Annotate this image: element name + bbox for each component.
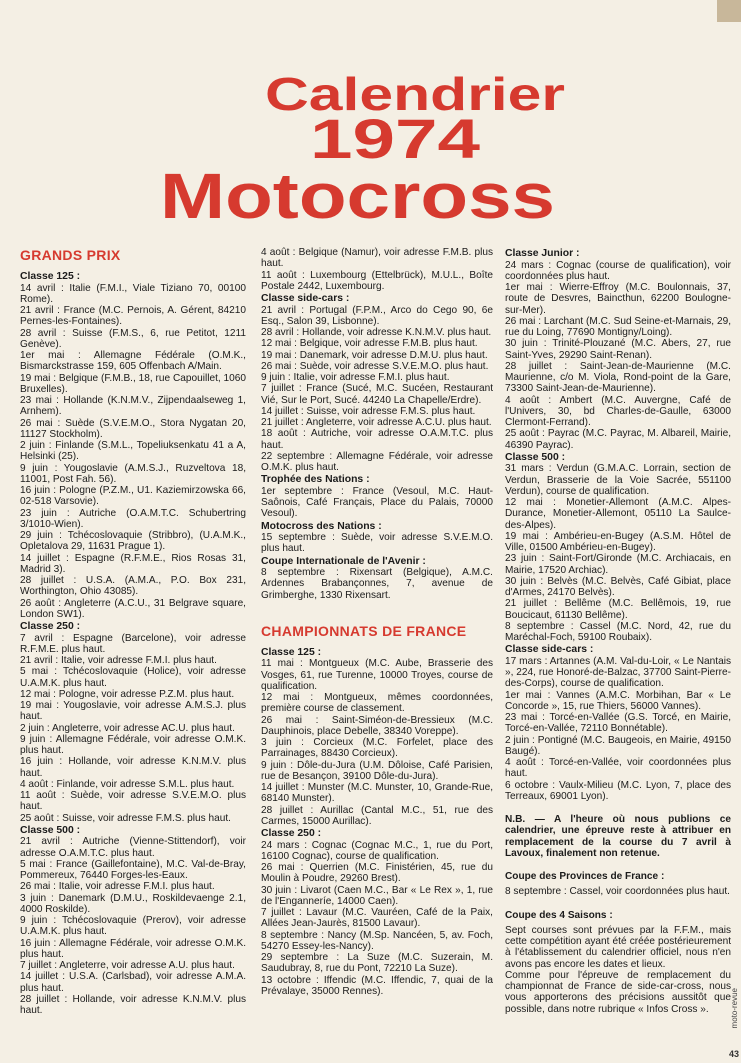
cf-entry: 3 juin : Corcieux (M.C. Forfelet, place des Parrainages, 88430 Corcieux). bbox=[261, 737, 493, 760]
cf-entry: 6 octobre : Vaulx-Milieu (M.C. Lyon, 7, place des Terreaux, 69001 Lyon). bbox=[505, 779, 731, 802]
cf-entry: 30 juin : Trinité-Plouzané (M.C. Abers, 27, rue Saint-Yves, 29290 Saint-Renan). bbox=[505, 338, 731, 361]
gp-entry: 15 septembre : Suède, voir adresse S.V.E.M.O. plus haut. bbox=[261, 532, 493, 555]
column-3 bbox=[505, 247, 731, 1015]
gp-class-heading: Classe 125 : bbox=[20, 271, 81, 282]
gp-entry: 21 avril : Autriche (Vienne-Stittendorf), voir adresse O.A.M.T.C. plus haut. bbox=[20, 836, 246, 859]
championnats-list-part2 bbox=[505, 248, 731, 802]
cf-entry: 12 mai : Montgueux, mêmes coordonnées, première course de classement. bbox=[261, 692, 493, 715]
coupe-saisons-heading: Coupe des 4 Saisons : bbox=[505, 909, 613, 921]
grands-prix-heading: GRANDS PRIX bbox=[20, 247, 121, 263]
gp-entry: 11 août : Luxembourg (Ettelbrück), M.U.L., Boîte Postale 2442, Luxembourg. bbox=[261, 269, 493, 292]
grands-prix-list-part2 bbox=[261, 247, 493, 601]
gp-entry: 26 août : Angleterre (A.C.U., 31 Belgrave square, London SW1). bbox=[20, 597, 246, 620]
gp-entry: 9 juin : Italie, voir adresse F.M.I. plus haut. bbox=[261, 372, 450, 383]
cf-entry: 7 juillet : Lavaur (M.C. Vauréen, Café de la Paix, Allées Jean-Jaurès, 81500 Lavaur). bbox=[261, 907, 493, 930]
cf-entry: 14 juillet : Munster (M.C. Munster, 10, Grande-Rue, 68140 Munster). bbox=[261, 782, 493, 805]
cf-entry: 4 août : Torcé-en-Vallée, voir coordonnées plus haut. bbox=[505, 757, 731, 780]
gp-entry: 23 mai : Hollande (K.N.M.V., Zijpendaalseweg 1, Arnhem). bbox=[20, 395, 246, 418]
corner-tab bbox=[717, 0, 741, 22]
gp-class-heading: Coupe Internationale de l'Avenir : bbox=[261, 555, 426, 567]
gp-entry: 7 juillet : France (Sucé, M.C. Sucéen, Restaurant Vié, Sur le Port, Sucé. 44240 La Chapelle/Erdre). bbox=[261, 383, 493, 406]
magazine-name: moto-revue bbox=[730, 988, 739, 1029]
cf-entry: 24 mars : Cognac (Cognac M.C., 1, rue du Port, 16100 Cognac), course de qualification. bbox=[261, 839, 493, 862]
cf-entry: 17 mars : Artannes (A.M. Val-du-Loir, « Le Nantais », 224, rue Honoré-de-Balzac, 37700 Saint-Pierre-des-Corps), course de qualification. bbox=[505, 655, 731, 690]
title-graphic bbox=[150, 70, 570, 235]
gp-class-heading: Classe side-cars : bbox=[261, 293, 350, 304]
gp-entry: 3 juin : Danemark (D.M.U., Roskildevaenge 2.1, 4000 Roskilde). bbox=[20, 892, 246, 915]
gp-class-heading: Motocross des Nations : bbox=[261, 520, 382, 532]
column-2 bbox=[261, 247, 493, 997]
gp-entry: 14 juillet : Espagne (R.F.M.E., Rios Rosas 31, Madrid 3). bbox=[20, 552, 246, 575]
gp-entry: 12 mai : Belgique, voir adresse F.M.B. plus haut. bbox=[261, 338, 478, 350]
gp-entry: 26 mai : Suède, voir adresse S.V.E.M.O. plus haut. bbox=[261, 360, 489, 372]
gp-entry: 12 mai : Pologne, voir adresse P.Z.M. plus haut. bbox=[20, 688, 235, 700]
cf-entry: 2 juin : Pontigné (M.C. Baugeois, en Mairie, 49150 Baugé). bbox=[505, 734, 731, 757]
gp-entry: 14 juillet : Suisse, voir adresse F.M.S. plus haut. bbox=[261, 405, 476, 417]
gp-entry: 5 mai : Tchécoslovaquie (Holice), voir adresse U.A.M.K. plus haut. bbox=[20, 666, 246, 689]
gp-entry: 22 septembre : Allemagne Fédérale, voir adresse O.M.K. plus haut. bbox=[261, 450, 493, 473]
coupe-saisons-text-2: Comme pour l'épreuve de remplacement du championnat de France de side-car-cross, nous vous apporterons des précisions aussitôt que possible, dans notre rubrique « Infos Cross ». bbox=[505, 969, 731, 1015]
cf-entry: 26 mai : Querrien (M.C. Finistérien, 45, rue du Moulin à Poudre, 29260 Brest). bbox=[261, 862, 493, 885]
title-line-motocross: Motocross bbox=[160, 160, 555, 232]
gp-entry: 21 avril : Italie, voir adresse F.M.I. plus haut. bbox=[20, 655, 217, 666]
gp-entry: 1er mai : Allemagne Fédérale (O.M.K., Bismarckstrasse 159, 605 Offenbach A/Main. bbox=[20, 350, 246, 373]
coupe-provinces-heading: Coupe des Provinces de France : bbox=[505, 871, 665, 882]
gp-entry: 18 août : Autriche, voir adresse O.A.M.T.C. plus haut. bbox=[261, 428, 493, 451]
gp-entry: 21 juillet : Angleterre, voir adresse A.C.U. plus haut. bbox=[261, 417, 492, 428]
cf-entry: 4 août : Ambert (M.C. Auvergne, Café de l'Univers, 30, bd Charles-de-Gaulle, 63000 Clermont-Ferrand). bbox=[505, 394, 731, 428]
gp-class-heading: Trophée des Nations : bbox=[261, 474, 370, 486]
cf-entry: 28 juillet : Saint-Jean-de-Maurienne (M.C. Maurienne, c/o M. Viola, Rond-point de la Gare, 73300 Saint-Jean-de-Maurienne). bbox=[505, 360, 731, 395]
nb-note: N.B. — A l'heure où nous publions ce calendrier, une épreuve reste à attribuer en remplacement de la course du 7 avril à Lavoux, finalement non retenue. bbox=[505, 814, 731, 859]
championnats-list-part1 bbox=[261, 647, 493, 997]
gp-entry: 29 juin : Tchécoslovaquie (Stribbro), (U.A.M.K., Opletalova 29, 11631 Prague 1). bbox=[20, 530, 246, 553]
gp-entry: 14 juillet : U.S.A. (Carlsbad), voir adresse A.M.A. plus haut. bbox=[20, 971, 246, 994]
gp-entry: 1er septembre : France (Vesoul, M.C. Haut-Saônois, Café Français, Place du Palais, 70000 Vesoul). bbox=[261, 485, 493, 520]
cf-entry: 11 mai : Montgueux (M.C. Aube, Brasserie des Vosges, 61, rue Turenne, 10000 Troyes, course de qualification. bbox=[261, 658, 493, 692]
cf-entry: 29 septembre : La Suze (M.C. Suzerain, M. Saudubray, 8, rue du Pont, 72210 La Suze). bbox=[261, 952, 493, 975]
gp-entry: 26 mai : Suède (S.V.E.M.O., Stora Nygatan 20, 11127 Stockholm). bbox=[20, 417, 246, 440]
gp-entry: 14 avril : Italie (F.M.I., Viale Tiziano 70, 00100 Rome). bbox=[20, 282, 246, 305]
page-number: 43 bbox=[728, 1049, 739, 1059]
cf-class-heading: Classe Junior : bbox=[505, 248, 580, 259]
grands-prix-list-part1 bbox=[20, 271, 246, 1016]
gp-entry: 11 août : Suède, voir adresse S.V.E.M.O. plus haut. bbox=[20, 790, 246, 813]
gp-entry: 7 juillet : Angleterre, voir adresse A.U. plus haut. bbox=[20, 960, 235, 971]
cf-entry: 23 juin : Saint-Fort/Gironde (M.C. Archiacais, en Mairie, 17520 Archiac). bbox=[505, 553, 731, 576]
cf-class-heading: Classe 500 : bbox=[505, 451, 566, 463]
gp-entry: 9 juin : Yougoslavie (A.M.S.J., Ruzveltova 18, 11001, Post Fah. 56). bbox=[20, 462, 246, 485]
gp-entry: 2 juin : Finlande (S.M.L., Topeliuksenkatu 41 a A, Helsinki (25). bbox=[20, 440, 246, 463]
gp-entry: 5 mai : France (Gaillefontaine), M.C. Val-de-Bray, Pommereux, 76440 Forges-les-Eaux. bbox=[20, 858, 246, 881]
cf-entry: 12 mai : Monetier-Allemont (A.M.C. Alpes-Durance, Monetier-Allemont, 05110 La Saulce-des-Alpes). bbox=[505, 497, 731, 531]
gp-class-heading: Classe 250 : bbox=[20, 621, 81, 632]
gp-entry: 25 août : Suisse, voir adresse F.M.S. plus haut. bbox=[20, 812, 231, 824]
calendar-title bbox=[150, 70, 570, 235]
gp-entry: 28 avril : Suisse (F.M.S., 6, rue Petitot, 1211 Genève). bbox=[20, 327, 246, 350]
cf-entry: 8 septembre : Cassel (M.C. Nord, 42, rue du Maréchal-Foch, 59100 Roubaix). bbox=[505, 620, 731, 643]
gp-entry: 19 mai : Danemark, voir adresse D.M.U. plus haut. bbox=[261, 349, 488, 361]
cf-class-heading: Classe 250 : bbox=[261, 828, 322, 839]
gp-entry: 7 avril : Espagne (Barcelone), voir adresse R.F.M.E. plus haut. bbox=[20, 632, 246, 655]
gp-entry: 28 juillet : Hollande, voir adresse K.N.M.V. plus haut. bbox=[20, 993, 246, 1016]
championnats-heading: CHAMPIONNATS DE FRANCE bbox=[261, 622, 467, 639]
gp-class-heading: Classe 500 : bbox=[20, 824, 81, 836]
cf-entry: 8 septembre : Nancy (M.Sp. Nancéen, 5, av. Foch, 54270 Essey-les-Nancy). bbox=[261, 929, 493, 952]
cf-entry: 26 mai : Saint-Siméon-de-Bressieux (M.C. Dauphinois, place Debelle, 38340 Voreppe). bbox=[261, 714, 493, 737]
cf-entry: 31 mars : Verdun (G.M.A.C. Lorrain, section de Verdun, Brasserie de la Voie Sacrée, 551100 Verdun), course de qualification. bbox=[505, 463, 731, 497]
gp-entry: 16 juin : Hollande, voir adresse K.N.M.V. plus haut. bbox=[20, 756, 246, 779]
cf-entry: 26 mai : Larchant (M.C. Sud Seine-et-Marnais, 29, rue du Loing, 77690 Montigny/Loing). bbox=[505, 315, 731, 338]
gp-entry: 28 avril : Hollande, voir adresse K.N.M.V. plus haut. bbox=[261, 327, 492, 338]
cf-entry: 23 mai : Torcé-en-Vallée (G.S. Torcé, en Mairie, Torcé-en-Vallée, 72110 Bonnétable). bbox=[505, 712, 731, 735]
cf-class-heading: Classe side-cars : bbox=[505, 644, 594, 656]
gp-entry: 19 mai : Belgique (F.M.B., 18, rue Capouillet, 1060 Bruxelles). bbox=[20, 372, 246, 395]
cf-entry: 28 juillet : Aurillac (Cantal M.C., 51, rue des Carmes, 15000 Aurillac). bbox=[261, 804, 493, 827]
gp-entry: 2 juin : Angleterre, voir adresse AC.U. plus haut. bbox=[20, 722, 235, 734]
title-line-calendrier: Calendrier bbox=[265, 70, 566, 120]
gp-entry: 19 mai : Yougoslavie, voir adresse A.M.S.J. plus haut. bbox=[20, 700, 246, 723]
cf-entry: 25 août : Payrac (M.C. Payrac, M. Albareil, Mairie, 46390 Payrac). bbox=[505, 428, 731, 451]
gp-entry: 23 juin : Autriche (O.A.M.T.C. Schubertring 3/1010-Wien). bbox=[20, 507, 246, 530]
cf-entry: 13 octobre : Iffendic (M.C. Iffendic, 7, quai de la Prévalaye, 35000 Rennes). bbox=[261, 974, 493, 997]
cf-entry: 1er mai : Wierre-Effroy (M.C. Boulonnais, 37, route de Desvres, Baincthun, 62200 Boulogne-sur-Mer). bbox=[505, 282, 731, 316]
column-1 bbox=[20, 247, 246, 1016]
title-line-year: 1974 bbox=[310, 107, 480, 170]
cf-entry: 30 juin : Livarot (Caen M.C., Bar « Le Rex », 1, rue de l'Enganneríe, 14000 Caen). bbox=[261, 884, 493, 907]
cf-entry: 30 juin : Belvès (M.C. Belvès, Café Gibiat, place d'Armes, 24170 Belvès). bbox=[505, 575, 731, 598]
cf-entry: 9 juin : Dôle-du-Jura (U.M. Dôloise, Café Parisien, rue de Besançon, 39100 Dôle-du-Jura). bbox=[261, 759, 493, 782]
cf-entry: 21 juillet : Bellême (M.C. Bellêmois, 19, rue Boucicaut, 61130 Bellême). bbox=[505, 598, 731, 621]
gp-entry: 16 juin : Allemagne Fédérale, voir adresse O.M.K. plus haut. bbox=[20, 937, 246, 960]
coupe-saisons-text-1: Sept courses sont prévues par la F.F.M., mais cette compétition ayant été créée postérieurement à l'établissement du calendrier officiel, nous n'en avons pas encore les dates et lieux. bbox=[505, 924, 731, 970]
gp-entry: 9 juin : Tchécoslovaquie (Prerov), voir adresse U.A.M.K. plus haut. bbox=[20, 915, 246, 938]
gp-entry: 8 septembre : Rixensart (Belgique), A.M.C. Ardennes Brabançonnes, 7, avenue de Grimberghe, 1330 Rixensart. bbox=[261, 567, 493, 601]
gp-entry: 9 juin : Allemagne Fédérale, voir adresse O.M.K. plus haut. bbox=[20, 733, 246, 756]
gp-entry: 28 juillet : U.S.A. (A.M.A., P.O. Box 231, Worthington, Ohio 43085). bbox=[20, 575, 246, 598]
gp-entry: 4 août : Finlande, voir adresse S.M.L. plus haut. bbox=[20, 778, 235, 790]
cf-entry: 1er mai : Vannes (A.M.C. Morbihan, Bar « Le Concorde », 15, rue Thiers, 56000 Vannes). bbox=[505, 689, 731, 712]
gp-entry: 21 avril : France (M.C. Pernois, A. Gérent, 84210 Pernes-les-Fontaines). bbox=[20, 305, 246, 328]
cf-entry: 19 mai : Ambérieu-en-Bugey (A.S.M. Hôtel de Ville, 01500 Ambérieu-en-Bugey). bbox=[505, 530, 731, 553]
coupe-provinces-text: 8 septembre : Cassel, voir coordonnées plus haut. bbox=[505, 886, 730, 898]
cf-entry: 24 mars : Cognac (course de qualification), voir coordonnées plus haut. bbox=[505, 259, 731, 282]
gp-entry: 16 juin : Pologne (P.Z.M., U1. Kaziemirzowska 66, 02-518 Varsovie). bbox=[20, 485, 246, 508]
gp-entry: 21 avril : Portugal (F.P.M., Arco do Cego 90, 6e Esq., Salon 39, Lisbonne). bbox=[261, 304, 493, 327]
gp-entry: 26 mai : Italie, voir adresse F.M.I. plus haut. bbox=[20, 881, 215, 893]
cf-class-heading: Classe 125 : bbox=[261, 646, 322, 658]
gp-entry: 4 août : Belgique (Namur), voir adresse F.M.B. plus haut. bbox=[261, 247, 493, 270]
